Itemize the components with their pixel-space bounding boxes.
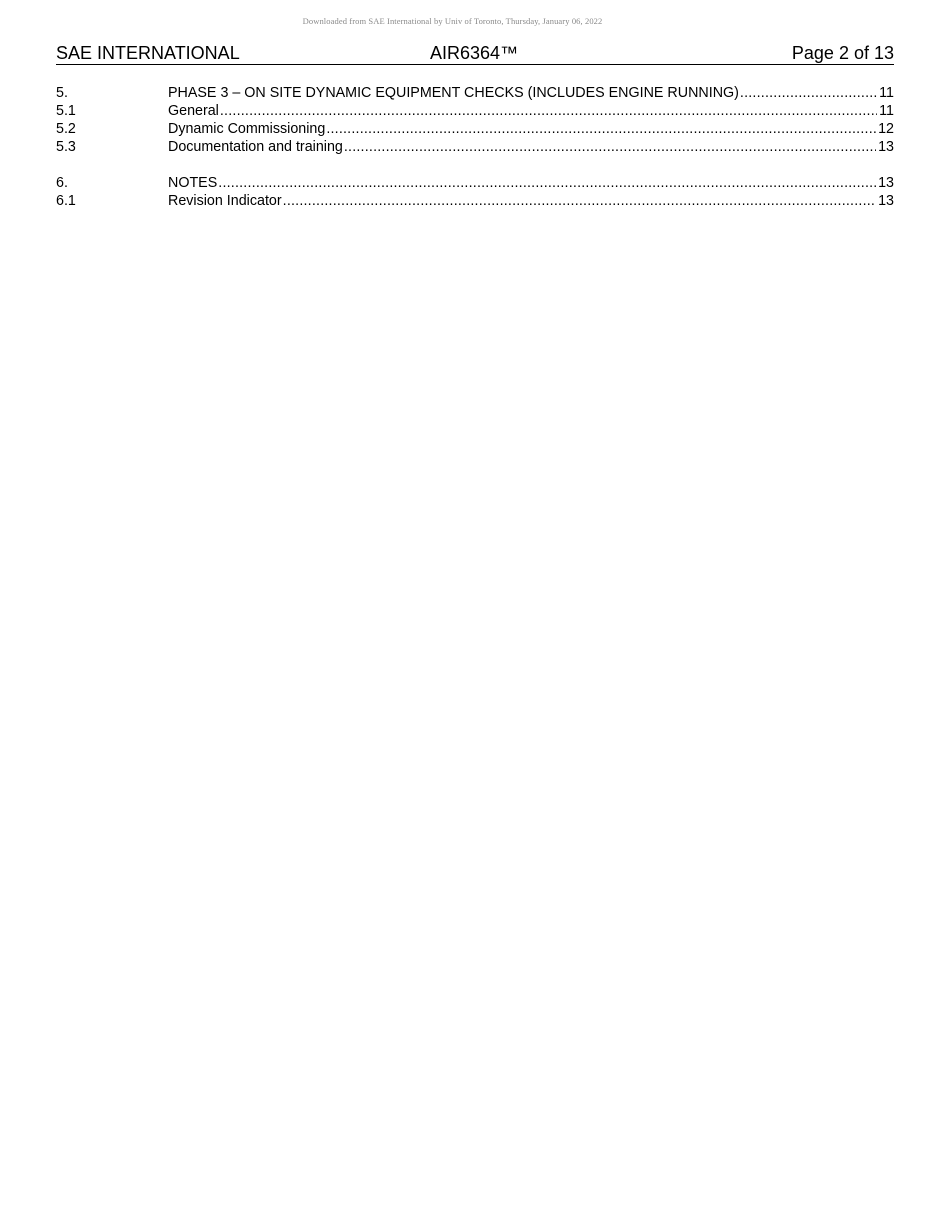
toc-entry-number: 5. xyxy=(56,85,68,101)
toc-entry-title[interactable]: Revision Indicator xyxy=(168,193,282,209)
toc-entry-title[interactable]: General xyxy=(168,103,219,119)
toc-entry-page: 13 xyxy=(878,193,894,209)
table-of-contents xyxy=(56,84,894,228)
toc-dot-leader xyxy=(326,120,876,138)
toc-entry-title[interactable]: Documentation and training xyxy=(168,139,343,155)
toc-entry-title[interactable]: PHASE 3 – ON SITE DYNAMIC EQUIPMENT CHECKS (INCLUDES ENGINE RUNNING) xyxy=(168,85,739,101)
toc-entry-number: 5.1 xyxy=(56,103,76,119)
toc-entry-page: 12 xyxy=(878,121,894,137)
toc-group-section-5 xyxy=(56,84,894,156)
toc-entry-title[interactable]: Dynamic Commissioning xyxy=(168,121,326,137)
header-page-label: Page 2 of 13 xyxy=(791,43,894,63)
toc-entry-number: 5.3 xyxy=(56,139,76,155)
toc-dot-leader xyxy=(740,84,877,102)
toc-entry[interactable] xyxy=(56,102,894,120)
toc-entry-title[interactable]: NOTES xyxy=(168,175,218,191)
toc-entry[interactable] xyxy=(56,120,894,138)
toc-entry-number: 6. xyxy=(56,175,68,191)
toc-dot-leader xyxy=(283,192,876,210)
toc-entry[interactable] xyxy=(56,192,894,210)
toc-entry-page: 13 xyxy=(878,139,894,155)
toc-dot-leader xyxy=(344,138,876,156)
toc-entry[interactable] xyxy=(56,174,894,192)
toc-entry-number: 6.1 xyxy=(56,193,76,209)
toc-dot-leader xyxy=(218,174,876,192)
toc-entry[interactable] xyxy=(56,138,894,156)
toc-group-section-6 xyxy=(56,174,894,210)
header-organization: SAE INTERNATIONAL xyxy=(56,43,240,63)
toc-entry-number: 5.2 xyxy=(56,121,76,137)
download-watermark: Downloaded from SAE International by Univ of Toronto, Thursday, January 06, 2022 xyxy=(302,16,603,26)
toc-entry-page: 11 xyxy=(879,85,894,101)
toc-entry-page: 11 xyxy=(879,103,894,119)
toc-dot-leader xyxy=(220,102,877,120)
toc-entry[interactable] xyxy=(56,84,894,102)
page-header xyxy=(56,43,894,65)
header-document-id: AIR6364™ xyxy=(430,43,519,63)
toc-entry-page: 13 xyxy=(878,175,894,191)
